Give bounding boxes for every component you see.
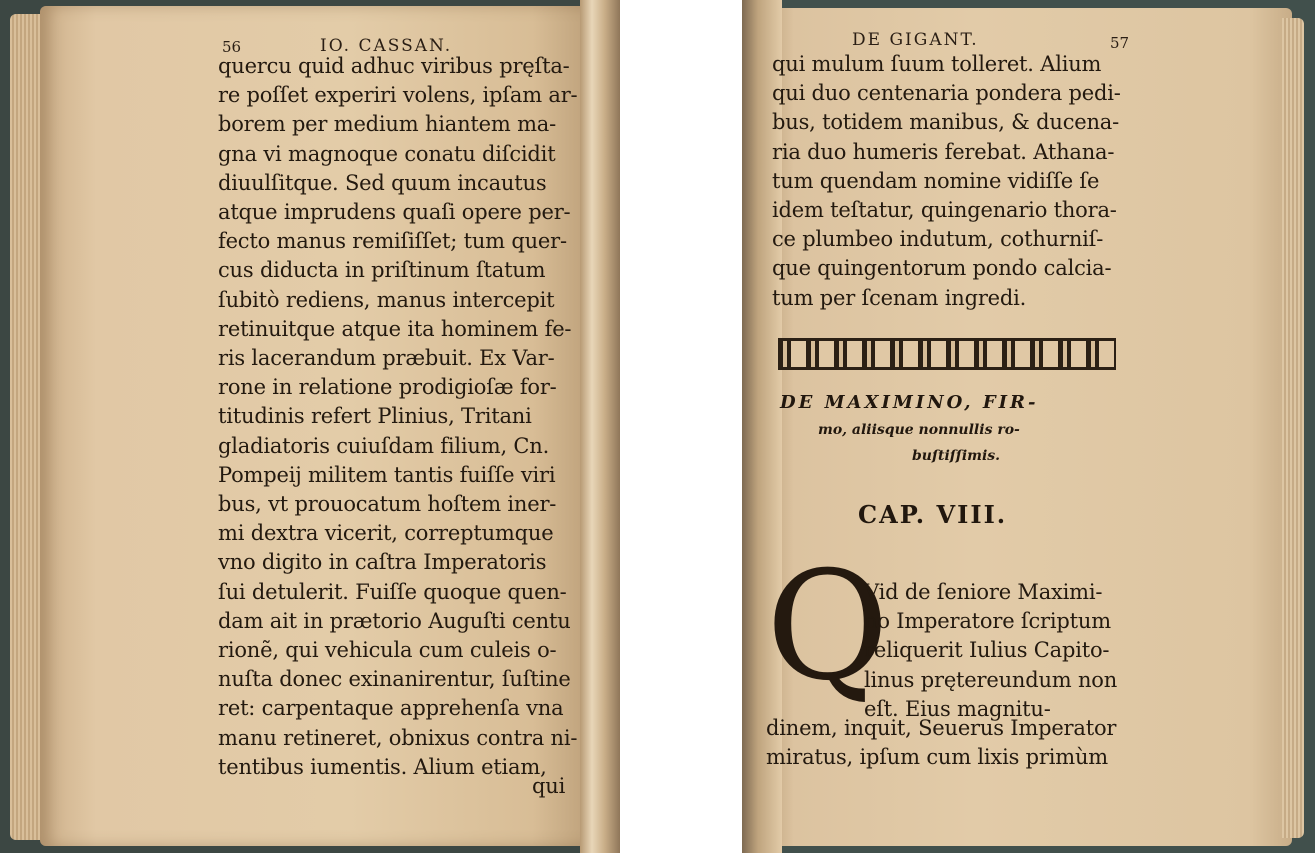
text-line: re poſſet experiri volens, ipſam ar- bbox=[218, 83, 578, 108]
text-line: nuſta donec exinanirentur, ſuſtine bbox=[218, 667, 571, 692]
right-running-head: DE GIGANT. bbox=[852, 30, 979, 50]
right-page-number: 57 bbox=[1110, 34, 1130, 52]
text-line: ſubitò rediens, manus intercepit bbox=[218, 287, 555, 312]
left-page-text bbox=[218, 52, 577, 782]
text-line: rionẽ, qui vehicula cum culeis o- bbox=[218, 638, 557, 663]
left-page-number: 56 bbox=[222, 38, 242, 56]
text-line: tum per ſcenam ingredi. bbox=[772, 285, 1027, 310]
text-line: ria duo humeris ferebat. Athana- bbox=[772, 139, 1115, 164]
text-line: no Imperatore ſcriptum bbox=[864, 609, 1111, 634]
section-heading-line3: buſtiſſimis. bbox=[912, 448, 1001, 464]
text-line: ret: carpentaque apprehenſa vna bbox=[218, 696, 564, 721]
text-line: fecto manus remiſiſſet; tum quer- bbox=[218, 229, 567, 254]
right-page-edges bbox=[1282, 18, 1304, 838]
text-line: gna vi magnoque conatu diſcidit bbox=[218, 141, 556, 166]
right-page-text-bottom bbox=[766, 714, 1116, 772]
text-line: vno digito in caſtra Imperatoris bbox=[218, 550, 547, 575]
section-heading-line1: DE MAXIMINO, FIR- bbox=[780, 392, 1039, 413]
right-page-text-capped bbox=[864, 578, 1117, 724]
text-line: bus, vt prouocatum hoſtem iner- bbox=[218, 492, 557, 517]
text-line: que quingentorum pondo calcia- bbox=[772, 256, 1112, 281]
text-line: dinem, inquit, Seuerus Imperator bbox=[766, 716, 1117, 740]
text-line: bus, totidem manibus, & ducena- bbox=[772, 110, 1120, 135]
text-line: miratus, ipſum cum lixis primùm bbox=[766, 745, 1108, 770]
left-gutter bbox=[580, 0, 620, 853]
drop-cap: Q bbox=[766, 540, 889, 714]
text-line: rone in relatione prodigioſæ for- bbox=[218, 375, 557, 400]
text-line: quercu quid adhuc viribus pręſta- bbox=[218, 54, 570, 78]
text-line: ris lacerandum præbuit. Ex Var- bbox=[218, 346, 555, 371]
ornamental-band bbox=[778, 338, 1116, 370]
text-line: retinuitque atque ita hominem fe- bbox=[218, 316, 572, 341]
text-line: eſt. Eius magnitu- bbox=[864, 696, 1051, 721]
text-line: qui mulum ſuum tolleret. Alium bbox=[772, 52, 1102, 76]
text-line: idem teſtatur, quingenario thora- bbox=[772, 198, 1117, 223]
text-line: dam ait in prætorio Auguſti centu bbox=[218, 608, 571, 633]
text-line: qui duo centenaria pondera pedi- bbox=[772, 81, 1121, 106]
right-page-text-top bbox=[772, 50, 1121, 313]
text-line: mi dextra vicerit, correptumque bbox=[218, 521, 554, 546]
text-line: gladiatoris cuiuſdam filium, Cn. bbox=[218, 433, 550, 458]
left-running-head: IO. CASSAN. bbox=[320, 36, 453, 56]
text-line: cus diducta in priſtinum ſtatum bbox=[218, 258, 546, 283]
chapter-number: CAP. VIII. bbox=[858, 500, 1008, 529]
text-line: tentibus iumentis. Alium etiam, bbox=[218, 754, 547, 779]
text-line: borem per medium hiantem ma- bbox=[218, 112, 557, 137]
text-line: manu retineret, obnixus contra ni- bbox=[218, 725, 578, 750]
text-line: titudinis refert Plinius, Tritani bbox=[218, 404, 532, 429]
text-line: ſui detulerit. Fuiſſe quoque quen- bbox=[218, 579, 567, 604]
text-line: ce plumbeo indutum, cothurniſ- bbox=[772, 227, 1104, 252]
catchword: qui bbox=[532, 774, 566, 798]
text-line: atque imprudens quaſi opere per- bbox=[218, 200, 571, 225]
text-line: Vid de ſeniore Maximi- bbox=[864, 580, 1103, 604]
text-line: linus prętereundum non bbox=[864, 667, 1118, 692]
left-catchword bbox=[532, 772, 565, 801]
text-line: diuulſitque. Sed quum incautus bbox=[218, 170, 547, 195]
text-line: reliquerit Iulius Capito- bbox=[864, 638, 1110, 663]
text-line: Pompeij militem tantis fuiſſe viri bbox=[218, 462, 556, 487]
text-line: tum quendam nomine vidiſſe ſe bbox=[772, 168, 1100, 193]
section-heading-line2: mo, aliisque nonnullis ro- bbox=[818, 422, 1020, 438]
